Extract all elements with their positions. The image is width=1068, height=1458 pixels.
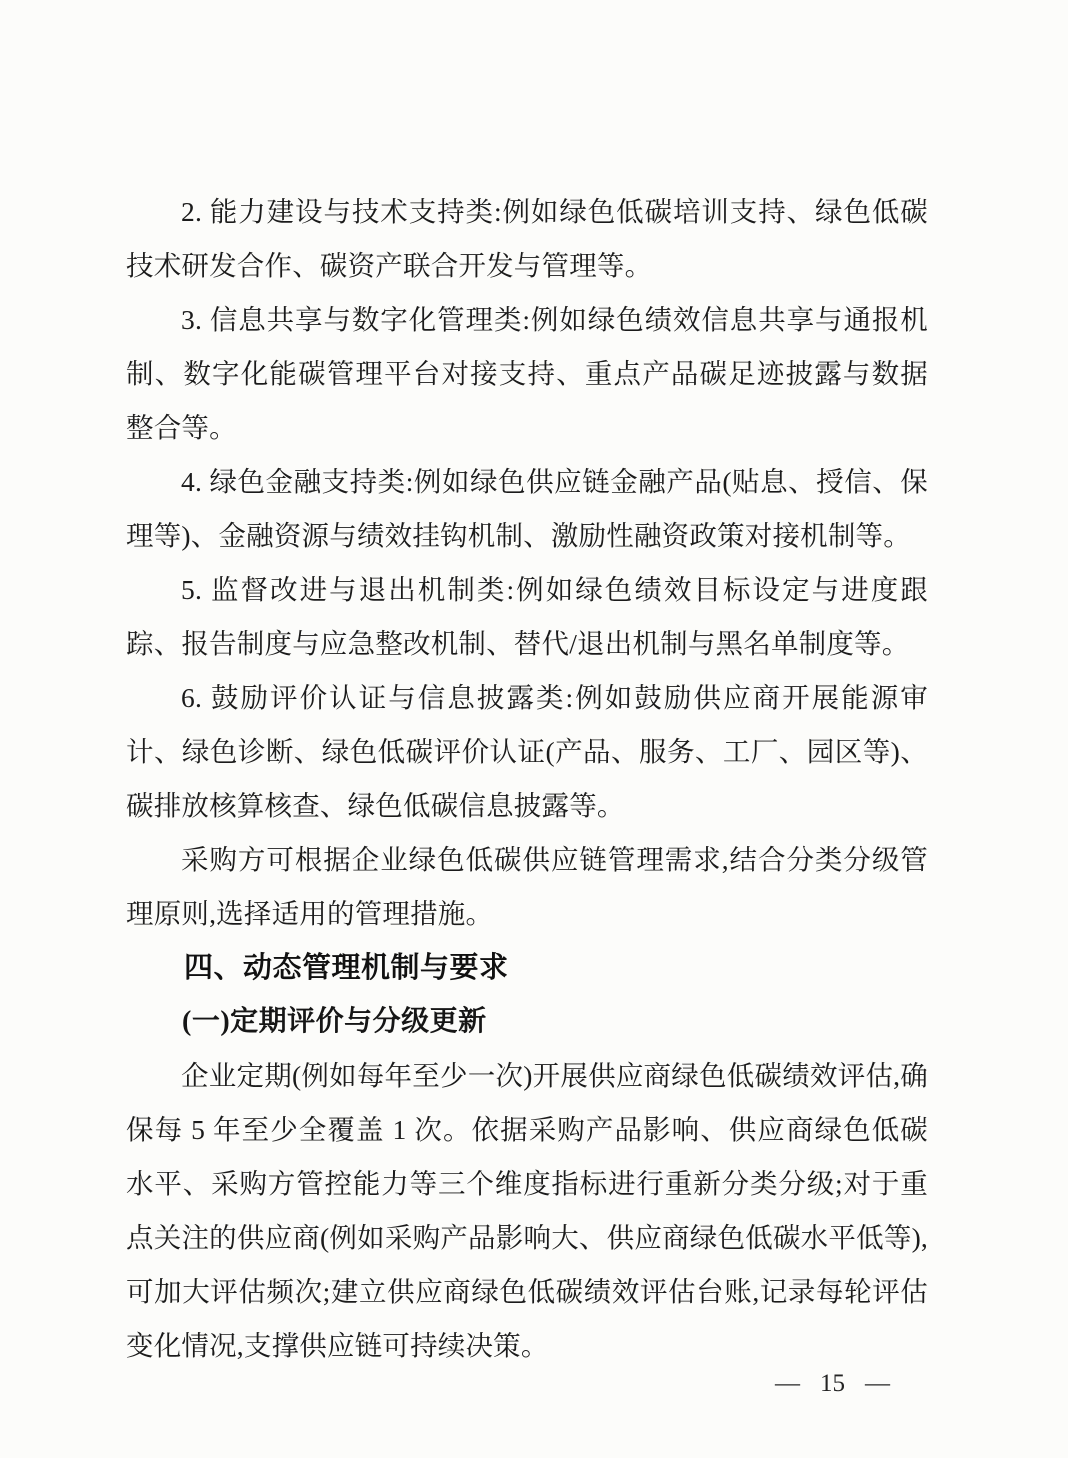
subsection-heading-periodic-evaluation: (一)定期评价与分级更新	[182, 1006, 487, 1037]
page-content	[126, 185, 928, 1373]
section-heading-dynamic-management: 四、动态管理机制与要求	[184, 952, 509, 984]
paragraph-capability-support: 2. 能力建设与技术支持类:例如绿色低碳培训支持、绿色低碳技术研发合作、碳资产联合开发与管理等。	[126, 196, 928, 281]
paragraph-info-sharing: 3. 信息共享与数字化管理类:例如绿色绩效信息共享与通报机制、数字化能碳管理平台对接支持、重点产品碳足迹披露与数据整合等。	[126, 304, 928, 443]
paragraph-purchaser-measures: 采购方可根据企业绿色低碳供应链管理需求,结合分类分级管理原则,选择适用的管理措施。	[126, 844, 928, 929]
page-number-footer	[775, 1368, 890, 1400]
paragraph-evaluation-disclosure: 6. 鼓励评价认证与信息披露类:例如鼓励供应商开展能源审计、绿色诊断、绿色低碳评价认证(产品、服务、工厂、园区等)、碳排放核算核查、绿色低碳信息披露等。	[126, 682, 928, 821]
paragraph-supervision-exit: 5. 监督改进与退出机制类:例如绿色绩效目标设定与进度跟踪、报告制度与应急整改机制、替代/退出机制与黑名单制度等。	[126, 574, 928, 659]
footer-left-dash: —	[775, 1370, 800, 1397]
footer-right-dash: —	[865, 1370, 890, 1397]
paragraph-green-finance: 4. 绿色金融支持类:例如绿色供应链金融产品(贴息、授信、保理等)、金融资源与绩效挂钩机制、激励性融资政策对接机制等。	[126, 466, 928, 551]
paragraph-periodic-evaluation-detail: 企业定期(例如每年至少一次)开展供应商绿色低碳绩效评估,确保每 5 年至少全覆盖 1 次。依据采购产品影响、供应商绿色低碳水平、采购方管控能力等三个维度指标进行重新分类分级;对于重点关注的供应商(例如采购产品影响大、供应商绿色低碳水平低等),可加大评估频次;建立供应商绿色低碳绩效评估台账,记录每轮评估变化情况,支撑供应链可持续决策。	[126, 1060, 928, 1361]
page-number: 15	[820, 1370, 845, 1397]
